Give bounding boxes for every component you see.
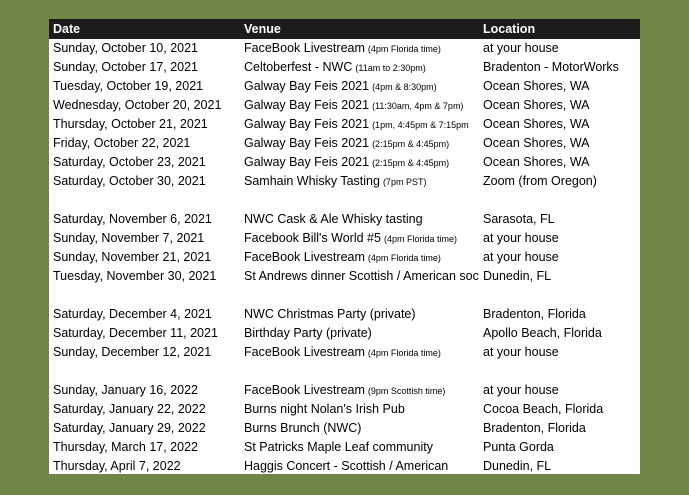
table-row	[49, 172, 640, 191]
venue-time-note: (2:15pm & 4:45pm)	[372, 139, 450, 149]
cell-venue	[244, 231, 481, 245]
header-date: Date	[53, 22, 81, 36]
table-row	[49, 96, 640, 115]
cell-date: Thursday, April 7, 2022	[53, 459, 181, 473]
cell-date: Saturday, October 30, 2021	[53, 174, 206, 188]
cell-location: Bradenton - MotorWorks	[483, 60, 619, 74]
cell-date: Sunday, January 16, 2022	[53, 383, 199, 397]
cell-venue	[244, 41, 481, 55]
venue-name: Haggis Concert - Scottish / American	[244, 459, 449, 473]
group-spacer	[49, 362, 640, 381]
cell-location: at your house	[483, 383, 559, 397]
cell-venue	[244, 250, 481, 264]
table-row	[49, 419, 640, 438]
cell-location: at your house	[483, 41, 559, 55]
cell-location: Dunedin, FL	[483, 459, 552, 473]
venue-name: Burns night Nolan's Irish Pub	[244, 402, 405, 416]
cell-location: Dunedin, FL	[483, 269, 552, 283]
cell-venue	[244, 383, 481, 397]
cell-location: Apollo Beach, Florida	[483, 326, 602, 340]
venue-time-note: (2:15pm & 4:45pm)	[372, 158, 450, 168]
venue-time-note: (4pm & 8:30pm)	[372, 82, 437, 92]
cell-venue	[244, 60, 481, 74]
cell-date: Saturday, November 6, 2021	[53, 212, 212, 226]
venue-name: NWC Cask & Ale Whisky tasting	[244, 212, 423, 226]
cell-date: Sunday, December 12, 2021	[53, 345, 212, 359]
table-row	[49, 438, 640, 457]
table-row	[49, 77, 640, 96]
table-row	[49, 267, 640, 286]
venue-time-note: (4pm Florida time)	[367, 348, 441, 358]
venue-name: FaceBook Livestream	[244, 345, 365, 359]
venue-name: Burns Brunch (NWC)	[244, 421, 362, 435]
venue-name: Galway Bay Feis 2021	[244, 98, 370, 112]
table-row	[49, 229, 640, 248]
cell-date: Saturday, December 11, 2021	[53, 326, 218, 340]
venue-name: Facebook Bill's World #5	[244, 231, 381, 245]
venue-name: FaceBook Livestream	[244, 383, 365, 397]
venue-name: St Patricks Maple Leaf community	[244, 440, 433, 454]
cell-date: Sunday, November 7, 2021	[53, 231, 205, 245]
header-location: Location	[483, 22, 536, 36]
cell-location: Ocean Shores, WA	[483, 155, 590, 169]
cell-date: Saturday, January 29, 2022	[53, 421, 206, 435]
cell-venue	[244, 345, 481, 359]
cell-date: Sunday, October 10, 2021	[53, 41, 199, 55]
table-row	[49, 153, 640, 172]
schedule-table	[49, 19, 640, 474]
cell-date: Sunday, November 21, 2021	[53, 250, 212, 264]
cell-date: Saturday, January 22, 2022	[53, 402, 206, 416]
venue-name: St Andrews dinner Scottish / American soc	[244, 269, 479, 283]
venue-name: Galway Bay Feis 2021	[244, 117, 370, 131]
cell-location: Ocean Shores, WA	[483, 136, 590, 150]
venue-time-note: (4pm Florida time)	[367, 253, 441, 263]
venue-time-note: (4pm Florida time)	[383, 234, 457, 244]
cell-venue	[244, 174, 481, 188]
cell-date: Wednesday, October 20, 2021	[53, 98, 222, 112]
venue-name: Samhain Whisky Tasting	[244, 174, 380, 188]
cell-location: Sarasota, FL	[483, 212, 555, 226]
table-row	[49, 381, 640, 400]
venue-time-note: (4pm Florida time)	[367, 44, 441, 54]
cell-location: Ocean Shores, WA	[483, 117, 590, 131]
table-row	[49, 39, 640, 58]
venue-time-note: (7pm PST)	[382, 177, 427, 187]
venue-name: Galway Bay Feis 2021	[244, 136, 370, 150]
venue-name: Celtoberfest - NWC	[244, 60, 353, 74]
cell-date: Sunday, October 17, 2021	[53, 60, 199, 74]
table-row	[49, 210, 640, 229]
cell-location: Ocean Shores, WA	[483, 79, 590, 93]
table-row	[49, 457, 640, 474]
venue-name: Galway Bay Feis 2021	[244, 155, 370, 169]
venue-name: FaceBook Livestream	[244, 41, 365, 55]
table-row	[49, 58, 640, 77]
table-body	[49, 39, 640, 474]
table-row	[49, 305, 640, 324]
venue-time-note: (11:30am, 4pm & 7pm)	[372, 101, 464, 111]
cell-venue	[244, 307, 481, 321]
cell-date: Tuesday, November 30, 2021	[53, 269, 217, 283]
cell-venue	[244, 155, 481, 169]
cell-location: at your house	[483, 231, 559, 245]
venue-name: FaceBook Livestream	[244, 250, 365, 264]
group-spacer	[49, 286, 640, 305]
cell-location: Ocean Shores, WA	[483, 98, 590, 112]
table-row	[49, 115, 640, 134]
cell-venue	[244, 98, 481, 112]
cell-venue	[244, 402, 481, 416]
venue-name: Birthday Party (private)	[244, 326, 372, 340]
cell-location: Zoom (from Oregon)	[483, 174, 597, 188]
venue-time-note: (11am to 2:30pm)	[355, 63, 426, 73]
group-spacer	[49, 191, 640, 210]
cell-venue	[244, 117, 481, 131]
table-row	[49, 248, 640, 267]
cell-venue	[244, 326, 481, 340]
cell-venue	[244, 421, 481, 435]
table-row	[49, 400, 640, 419]
cell-date: Thursday, March 17, 2022	[53, 440, 198, 454]
cell-venue	[244, 212, 481, 226]
cell-date: Tuesday, October 19, 2021	[53, 79, 204, 93]
cell-venue	[244, 269, 481, 283]
cell-venue	[244, 136, 481, 150]
venue-name: NWC Christmas Party (private)	[244, 307, 416, 321]
cell-location: Punta Gorda	[483, 440, 554, 454]
cell-location: at your house	[483, 250, 559, 264]
venue-time-note: (9pm Scottish time)	[367, 386, 446, 396]
cell-location: Bradenton, Florida	[483, 307, 586, 321]
cell-date: Thursday, October 21, 2021	[53, 117, 208, 131]
cell-date: Saturday, December 4, 2021	[53, 307, 212, 321]
cell-venue	[244, 79, 481, 93]
cell-location: Bradenton, Florida	[483, 421, 586, 435]
header-venue: Venue	[244, 22, 281, 36]
cell-date: Saturday, October 23, 2021	[53, 155, 206, 169]
table-row	[49, 343, 640, 362]
venue-name: Galway Bay Feis 2021	[244, 79, 370, 93]
table-header	[49, 19, 640, 39]
cell-venue	[244, 459, 481, 473]
venue-time-note: (1pm, 4:45pm & 7:15pm	[372, 120, 469, 130]
cell-location: Cocoa Beach, Florida	[483, 402, 604, 416]
cell-location: at your house	[483, 345, 559, 359]
cell-venue	[244, 440, 481, 454]
cell-date: Friday, October 22, 2021	[53, 136, 191, 150]
table-row	[49, 134, 640, 153]
table-row	[49, 324, 640, 343]
